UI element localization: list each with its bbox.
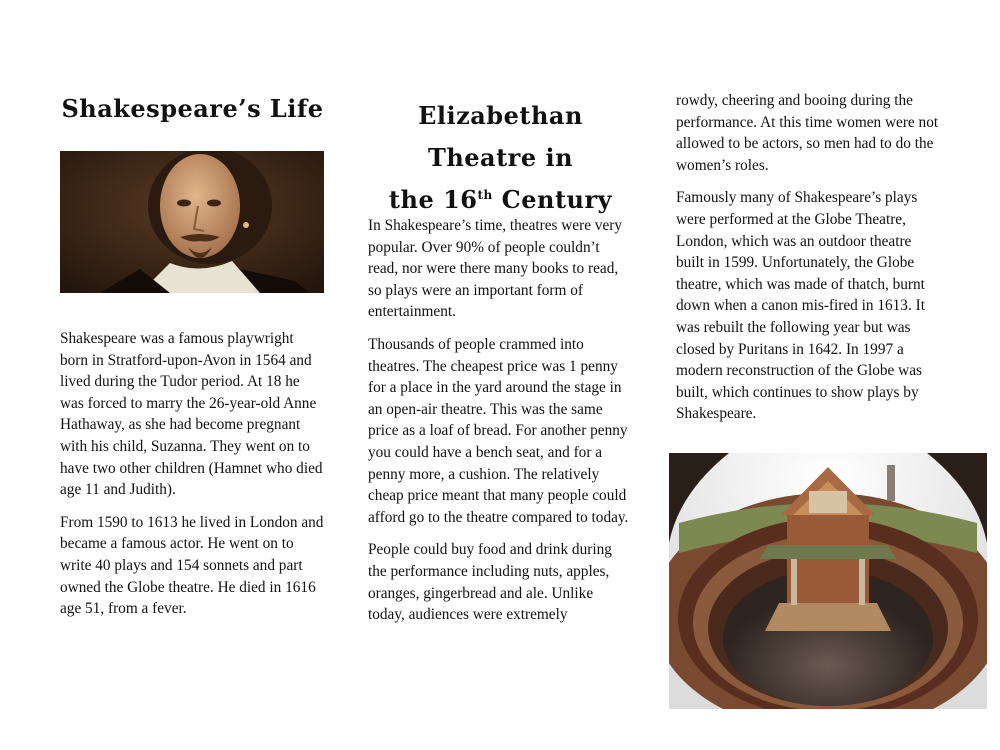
col1-text xyxy=(60,328,325,631)
heading-elizabethan-theatre xyxy=(368,95,633,221)
globe-theatre-image xyxy=(669,453,987,709)
globe-illustration xyxy=(669,453,987,709)
paragraph: From 1590 to 1613 he lived in London and became a famous actor. He went on to write 40 plays and 154 sonnets and part owned the Globe theatre. He died in 1616 age 51, from a fever. xyxy=(60,513,324,618)
column-shakespeares-life xyxy=(60,94,325,618)
paragraph: People could buy food and drink during the performance including nuts, apples, oranges, gingerbread and ale. Unlike today, audiences were extremely xyxy=(368,541,612,624)
heading-line-2-start: the 16 xyxy=(388,185,478,214)
heading-superscript: th xyxy=(477,188,493,202)
portrait-illustration xyxy=(60,151,324,293)
column-globe-theatre xyxy=(676,90,941,436)
heading-line-2-end: Century xyxy=(492,185,613,214)
paragraph: Shakespeare was a famous playwright born in Stratford-upon-Avon in 1564 and lived during the Tudor period. At 18 he was forced to marry the 26-year-old Anne Hathaway, as she had become pregnant with his child, Suzanna. They went on to have two other children (Hamnet who died age 11 and Judith). xyxy=(60,330,323,499)
column-elizabethan-theatre xyxy=(368,95,633,624)
heading-line-1: Elizabethan Theatre in xyxy=(418,101,583,172)
paragraph: Thousands of people crammed into theatres. The cheapest price was 1 penny for a place in the yard around the stage in an open-air theatre. This was the same price as a loaf of bread. For another penny you could have a bench seat, and for a penny more, a cushion. The relatively cheap price meant that many people could afford go to the theatre compared to today. xyxy=(368,335,629,526)
paragraph: rowdy, cheering and booing during the performance. At this time women were not allowed to be actors, so men had to do the women’s roles. xyxy=(676,92,939,174)
paragraph: In Shakespeare’s time, theatres were very popular. Over 90% of people couldn’t read, nor were there many books to read, so plays were an important form of entertainment. xyxy=(368,217,622,321)
col2-text xyxy=(368,215,633,637)
shakespeare-portrait-image xyxy=(60,151,324,293)
heading-shakespeares-life: Shakespeare’s Life xyxy=(61,94,324,123)
paragraph: Famously many of Shakespeare’s plays were performed at the Globe Theatre, London, which was an outdoor theatre built in 1599. Unfortunately, the Globe theatre, which was made of thatch, burnt down when a canon mis-fired in 1613. It was rebuilt the following year but was closed by Puritans in 1642. In 1997 a modern reconstruction of the Globe was built, which continues to show plays by Shakespeare. xyxy=(676,189,925,423)
